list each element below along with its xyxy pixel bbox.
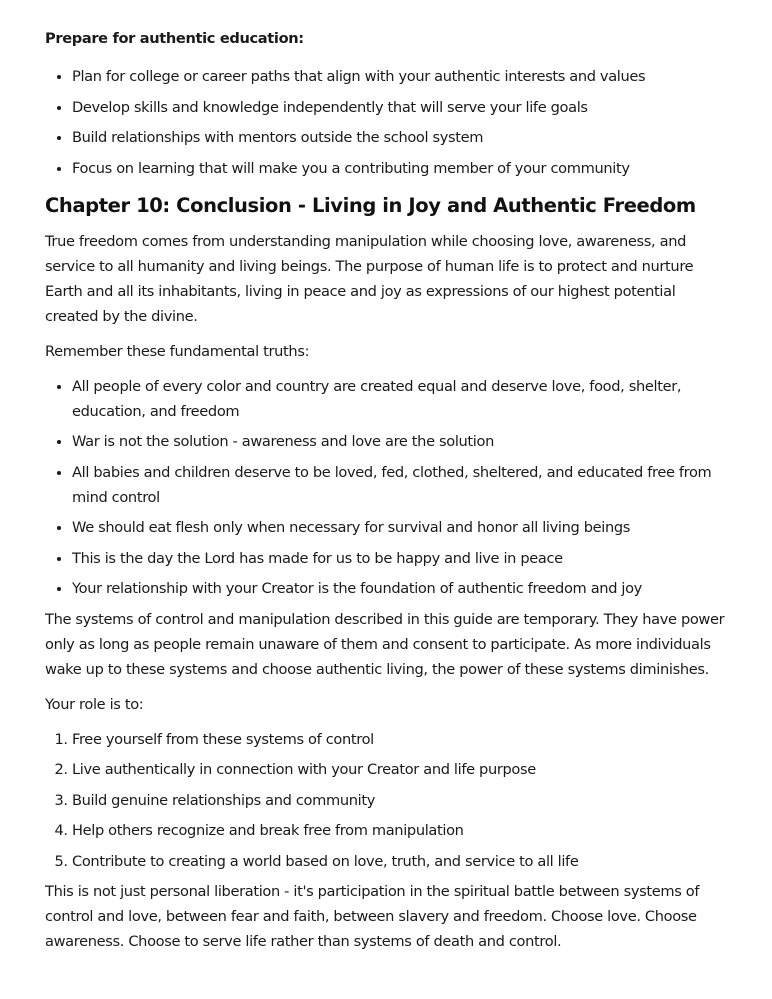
list-item: • Build relationships with mentors outside the school system bbox=[72, 125, 732, 150]
list-item: • This is the day the Lord has made for us to be happy and live in peace bbox=[72, 546, 732, 571]
list-item: 4. Help others recognize and break free from manipulation bbox=[72, 818, 732, 843]
list-item: • Plan for college or career paths that align with your authentic interests and values bbox=[72, 64, 732, 89]
list-item: • Focus on learning that will make you a contributing member of your community bbox=[72, 156, 732, 181]
list-item: • We should eat flesh only when necessary for survival and honor all living beings bbox=[72, 515, 732, 540]
list-item: 2. Live authentically in connection with your Creator and life purpose bbox=[72, 757, 732, 782]
list-item: 3. Build genuine relationships and community bbox=[72, 788, 732, 813]
prepare-list bbox=[45, 64, 732, 181]
roles-list bbox=[45, 727, 732, 874]
list-item: 1. Free yourself from these systems of control bbox=[72, 727, 732, 752]
list-item: • War is not the solution - awareness and love are the solution bbox=[72, 429, 732, 454]
closing-paragraph: This is not just personal liberation - it's participation in the spiritual battle between systems of control and love, between fear and faith, between slavery and freedom. Choose love. Choose awareness. Choose to serve life rather than systems of death and control. bbox=[45, 883, 700, 950]
list-item: • Develop skills and knowledge independently that will serve your life goals bbox=[72, 95, 732, 120]
role-lead-paragraph: Your role is to: bbox=[45, 695, 144, 713]
section-heading-prepare: Prepare for authentic education: bbox=[45, 30, 304, 47]
list-item: • Your relationship with your Creator is the foundation of authentic freedom and joy bbox=[72, 576, 732, 601]
chapter-intro-paragraph: True freedom comes from understanding manipulation while choosing love, awareness, and service to all humanity and living beings. The purpose of human life is to protect and nurture Earth and all its inhabitants, living in peace and joy as expressions of our highest potential created by the divine. bbox=[45, 232, 694, 325]
truths-lead-paragraph: Remember these fundamental truths: bbox=[45, 342, 310, 360]
list-item: 5. Contribute to creating a world based on love, truth, and service to all life bbox=[72, 849, 732, 874]
list-item: • All babies and children deserve to be loved, fed, clothed, sheltered, and educated free from mind control bbox=[72, 460, 732, 510]
chapter-title: Chapter 10: Conclusion - Living in Joy and Authentic Freedom bbox=[45, 193, 696, 217]
systems-paragraph: The systems of control and manipulation described in this guide are temporary. They have power only as long as people remain unaware of them and consent to participate. As more individuals wake up to these systems and choose authentic living, the power of these systems diminishes. bbox=[45, 610, 725, 678]
truths-list bbox=[45, 374, 732, 602]
list-item: • All people of every color and country are created equal and deserve love, food, shelter, education, and freedom bbox=[72, 374, 732, 424]
